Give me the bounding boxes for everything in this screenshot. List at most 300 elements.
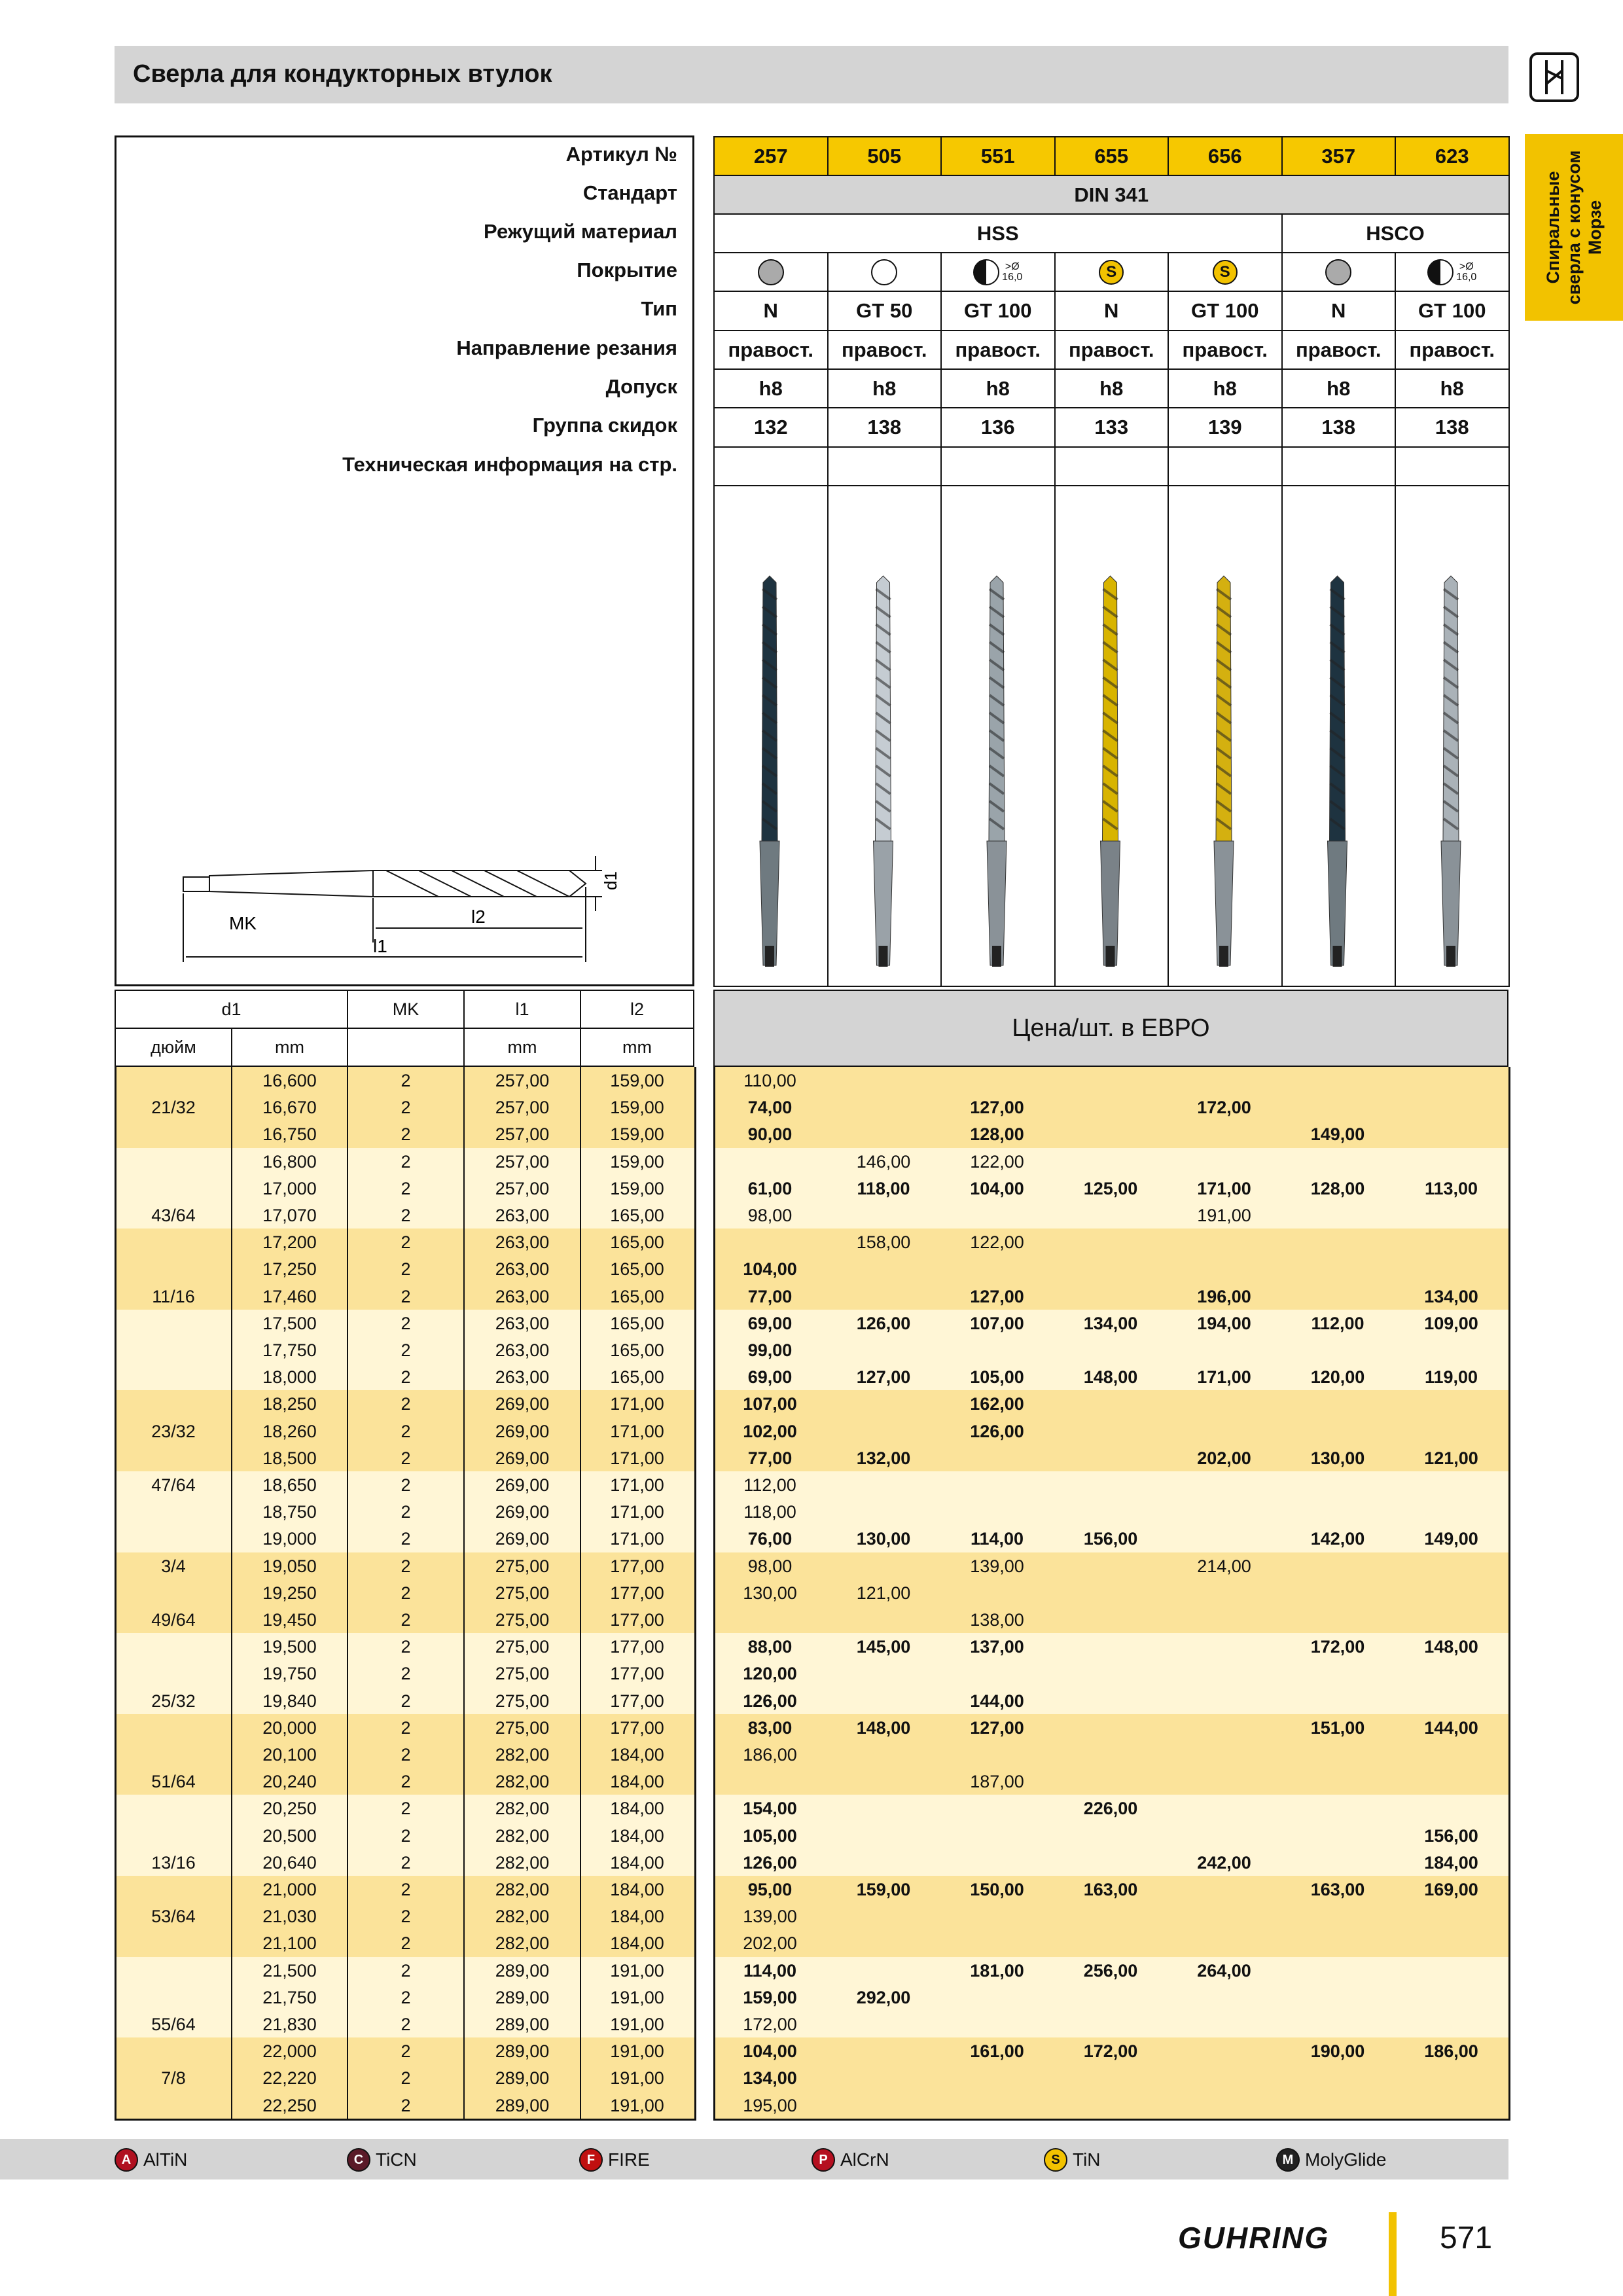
table-cell: 2 <box>401 1394 411 1414</box>
table-cell: 2 <box>401 1745 411 1765</box>
table-cell: 18,750 <box>262 1502 317 1522</box>
table-cell: 16,750 <box>262 1124 317 1145</box>
col-mk: MK <box>347 990 465 1029</box>
col-d1: d1 <box>115 990 348 1029</box>
table-cell: 275,00 <box>495 1717 550 1738</box>
table-cell: 2 <box>401 1799 411 1819</box>
price-row <box>713 1768 1508 1795</box>
price-cell: 214,00 <box>1197 1556 1251 1576</box>
table-cell: 289,00 <box>495 1960 550 1981</box>
table-cell: 17,250 <box>262 1259 317 1280</box>
table-cell: 2 <box>401 1178 411 1198</box>
price-row <box>713 1418 1508 1444</box>
price-cell: 158,00 <box>856 1232 911 1253</box>
table-cell: 159,00 <box>610 1178 664 1198</box>
table-cell: 191,00 <box>610 1960 664 1981</box>
table-cell: 2 <box>401 1421 411 1441</box>
table-cell: 177,00 <box>610 1610 664 1630</box>
price-cell: 90,00 <box>747 1124 793 1145</box>
table-cell: 269,00 <box>495 1529 550 1549</box>
price-cell: 190,00 <box>1310 2041 1365 2062</box>
type-cell: N <box>1281 291 1397 331</box>
table-cell: 257,00 <box>495 1151 550 1172</box>
table-cell: 269,00 <box>495 1421 550 1441</box>
table-cell: 269,00 <box>495 1394 550 1414</box>
legend-label: TiCN <box>376 2149 417 2170</box>
table-cell: 165,00 <box>610 1206 664 1225</box>
table-cell: 165,00 <box>610 1367 664 1388</box>
type-cell: N <box>1054 291 1169 331</box>
table-cell: 49/64 <box>151 1610 196 1630</box>
table-cell: 269,00 <box>495 1502 550 1522</box>
coating-tin-icon: S <box>1099 260 1124 285</box>
table-cell: 21/32 <box>151 1098 196 1118</box>
table-cell: 11/16 <box>152 1286 195 1306</box>
price-cell: 126,00 <box>970 1421 1024 1441</box>
table-cell: 165,00 <box>610 1313 664 1333</box>
legend-ticn-icon: C <box>347 2148 370 2172</box>
table-cell: 191,00 <box>610 1987 664 2007</box>
table-cell: 184,00 <box>610 1933 664 1954</box>
discount-cell: 139 <box>1168 407 1283 448</box>
price-cell: 151,00 <box>1310 1717 1365 1738</box>
column-rule <box>580 1067 581 2119</box>
table-cell: 16,600 <box>262 1071 317 1090</box>
coating-cell <box>940 252 1056 292</box>
type-cell: GT 50 <box>827 291 942 331</box>
price-cell: 144,00 <box>970 1691 1024 1711</box>
price-cell: 110,00 <box>743 1071 796 1090</box>
legend-tin-icon: S <box>1044 2148 1067 2172</box>
price-cell: 128,00 <box>1310 1178 1365 1198</box>
price-cell: 172,00 <box>743 2015 797 2034</box>
discount-cell: 138 <box>1395 407 1510 448</box>
price-cell: 196,00 <box>1197 1286 1251 1306</box>
table-cell: 257,00 <box>495 1124 550 1145</box>
price-cell: 74,00 <box>747 1098 793 1118</box>
table-cell: 171,00 <box>610 1448 664 1468</box>
drill-image-6 <box>1328 576 1347 967</box>
price-row <box>713 2092 1508 2119</box>
legend-item <box>115 2148 187 2172</box>
price-cell: 195,00 <box>743 2095 797 2115</box>
table-cell: 263,00 <box>495 1206 550 1225</box>
table-cell: 25/32 <box>151 1691 196 1711</box>
price-cell: 83,00 <box>747 1717 793 1738</box>
price-cell: 148,00 <box>1083 1367 1138 1388</box>
column-rule <box>115 1067 116 2119</box>
discount-cell: 138 <box>1281 407 1397 448</box>
discount-cell: 132 <box>713 407 829 448</box>
coating-cell <box>827 252 942 292</box>
price-cell: 202,00 <box>1197 1448 1251 1468</box>
price-cell: 121,00 <box>856 1583 911 1603</box>
price-cell: 130,00 <box>856 1529 911 1549</box>
price-cell: 172,00 <box>1083 2041 1138 2062</box>
table-cell: 22,250 <box>262 2095 317 2115</box>
article-cell: 505 <box>827 136 942 176</box>
price-row <box>713 1471 1508 1498</box>
price-cell: 134,00 <box>743 2068 797 2089</box>
column-rule <box>694 1067 696 2119</box>
table-cell: 13/16 <box>151 1852 196 1873</box>
price-cell: 126,00 <box>743 1852 797 1873</box>
price-row <box>713 1498 1508 1525</box>
tolerance-cell: h8 <box>827 368 942 408</box>
column-rule <box>231 1067 232 2119</box>
label-discount: Группа скидок <box>532 414 677 437</box>
price-row <box>713 1741 1508 1768</box>
table-cell: 2 <box>401 1502 411 1522</box>
price-row <box>713 1202 1508 1229</box>
section-tab-line1: Спиральные <box>1543 171 1563 284</box>
legend-item <box>579 2148 650 2172</box>
standard-cell: DIN 341 <box>713 175 1510 215</box>
price-cell: 161,00 <box>970 2041 1024 2062</box>
table-cell: 2 <box>401 1071 411 1090</box>
type-cell: N <box>713 291 829 331</box>
table-cell: 20,250 <box>262 1799 317 1819</box>
table-cell: 2 <box>401 1151 411 1172</box>
table-cell: 289,00 <box>495 2095 550 2115</box>
col-mm: mm <box>231 1028 348 1067</box>
table-cell: 2 <box>401 1664 411 1684</box>
price-cell: 126,00 <box>856 1313 911 1333</box>
table-bottom-rule <box>115 2119 696 2121</box>
table-cell: 18,500 <box>262 1448 317 1468</box>
price-row <box>713 1822 1508 1849</box>
price-row <box>713 2064 1508 2091</box>
table-cell: 19,750 <box>262 1664 317 1684</box>
table-cell: 282,00 <box>495 1880 550 1899</box>
direction-cell: правост. <box>1168 330 1283 370</box>
drill-image-7 <box>1441 576 1461 967</box>
table-cell: 165,00 <box>610 1232 664 1253</box>
tolerance-cell: h8 <box>1395 368 1510 408</box>
table-cell: 2 <box>401 1852 411 1873</box>
label-type: Тип <box>641 297 677 320</box>
legend-label: AlTiN <box>143 2149 188 2170</box>
price-cell: 114,00 <box>970 1529 1024 1549</box>
table-cell: 19,450 <box>262 1610 317 1630</box>
techinfo-cell <box>1168 446 1283 486</box>
page-title: Сверла для кондукторных втулок <box>133 60 552 88</box>
price-cell: 99,00 <box>747 1340 793 1360</box>
table-cell: 171,00 <box>610 1421 664 1441</box>
tolerance-cell: h8 <box>1054 368 1169 408</box>
price-row <box>713 1255 1508 1282</box>
price-cell: 159,00 <box>743 1987 797 2007</box>
discount-cell: 138 <box>827 407 942 448</box>
table-cell: 257,00 <box>495 1071 550 1090</box>
table-cell: 263,00 <box>495 1259 550 1280</box>
table-cell: 177,00 <box>610 1583 664 1603</box>
table-cell: 184,00 <box>610 1880 664 1899</box>
table-cell: 177,00 <box>610 1717 664 1738</box>
coating-cell <box>1168 252 1283 292</box>
price-cell: 114,00 <box>743 1960 797 1981</box>
table-cell: 263,00 <box>495 1313 550 1333</box>
table-cell: 18,650 <box>262 1475 317 1495</box>
price-row <box>713 1067 1508 1094</box>
legend-label: MolyGlide <box>1305 2149 1387 2170</box>
table-cell: 17,500 <box>262 1313 317 1333</box>
coating-note: >Ø 16,0 <box>1456 260 1477 283</box>
table-cell: 2 <box>401 1206 411 1225</box>
type-cell: GT 100 <box>1395 291 1510 331</box>
price-cell: 112,00 <box>743 1475 796 1495</box>
direction-cell: правост. <box>827 330 942 370</box>
price-row <box>713 1606 1508 1633</box>
price-cell: 127,00 <box>856 1367 911 1388</box>
coating-split-icon <box>973 259 999 285</box>
price-cell: 162,00 <box>970 1394 1024 1414</box>
label-direction: Направление резания <box>456 336 677 359</box>
price-cell: 128,00 <box>970 1124 1024 1145</box>
price-cell: 77,00 <box>747 1286 793 1306</box>
table-cell: 289,00 <box>495 2015 550 2034</box>
footer-divider <box>1389 2212 1397 2296</box>
price-cell: 121,00 <box>1424 1448 1478 1468</box>
price-cell: 172,00 <box>1310 1637 1365 1657</box>
type-cell: GT 100 <box>940 291 1056 331</box>
table-cell: 184,00 <box>610 1907 664 1927</box>
table-cell: 269,00 <box>495 1448 550 1468</box>
price-cell: 130,00 <box>1310 1448 1365 1468</box>
table-cell: 2 <box>401 1880 411 1899</box>
drill-dimension-diagram <box>177 844 635 969</box>
table-cell: 257,00 <box>495 1178 550 1198</box>
table-cell: 21,830 <box>262 2015 317 2034</box>
direction-cell: правост. <box>713 330 829 370</box>
table-cell: 20,000 <box>262 1717 317 1738</box>
table-cell: 2 <box>401 1610 411 1630</box>
techinfo-cell <box>1281 446 1397 486</box>
table-cell: 17,000 <box>262 1178 317 1198</box>
table-cell: 282,00 <box>495 1933 550 1954</box>
price-cell: 126,00 <box>743 1691 797 1711</box>
article-cell: 656 <box>1168 136 1283 176</box>
table-cell: 263,00 <box>495 1286 550 1306</box>
coating-legend <box>0 2139 1508 2179</box>
table-cell: 177,00 <box>610 1637 664 1657</box>
table-cell: 2 <box>401 1772 411 1792</box>
table-cell: 289,00 <box>495 2041 550 2062</box>
coating-cell <box>1395 252 1510 292</box>
table-cell: 2 <box>401 1556 411 1576</box>
table-cell: 19,500 <box>262 1637 317 1657</box>
price-cell: 76,00 <box>747 1529 793 1549</box>
price-cell: 112,00 <box>1311 1313 1364 1333</box>
tolerance-cell: h8 <box>940 368 1056 408</box>
table-cell: 165,00 <box>610 1259 664 1280</box>
table-cell: 16,800 <box>262 1151 317 1172</box>
legend-item <box>1276 2148 1386 2172</box>
price-row <box>713 1283 1508 1310</box>
price-row <box>713 1903 1508 1929</box>
table-cell: 184,00 <box>610 1825 664 1846</box>
direction-cell: правост. <box>1054 330 1169 370</box>
col-mk-unit <box>347 1028 465 1067</box>
table-cell: 2 <box>401 1232 411 1253</box>
price-cell: 107,00 <box>970 1313 1024 1333</box>
price-cell: 163,00 <box>1083 1880 1138 1899</box>
price-cell: 134,00 <box>1083 1313 1138 1333</box>
coating-split-icon <box>1427 259 1454 285</box>
table-cell: 47/64 <box>151 1475 196 1495</box>
table-cell: 2 <box>401 2041 411 2062</box>
table-cell: 22,000 <box>262 2041 317 2062</box>
price-cell: 145,00 <box>856 1637 911 1657</box>
table-cell: 177,00 <box>610 1556 664 1576</box>
coating-tin-icon: S <box>1213 260 1238 285</box>
label-tolerance: Допуск <box>605 375 677 398</box>
coating-none-icon <box>871 259 897 285</box>
table-cell: 191,00 <box>610 2095 664 2115</box>
table-cell: 177,00 <box>610 1664 664 1684</box>
table-cell: 2 <box>401 2095 411 2115</box>
legend-label: AlCrN <box>840 2149 889 2170</box>
price-cell: 149,00 <box>1424 1529 1478 1549</box>
table-cell: 289,00 <box>495 2068 550 2089</box>
table-cell: 18,000 <box>262 1367 317 1388</box>
techinfo-cell <box>1395 446 1510 486</box>
legend-item <box>1044 2148 1101 2172</box>
price-cell: 134,00 <box>1424 1286 1478 1306</box>
table-cell: 21,500 <box>262 1960 317 1981</box>
table-cell: 2 <box>401 1529 411 1549</box>
price-cell: 122,00 <box>970 1232 1024 1253</box>
price-cell: 148,00 <box>856 1717 911 1738</box>
table-cell: 20,640 <box>262 1852 317 1873</box>
price-cell: 102,00 <box>743 1421 797 1441</box>
price-cell: 187,00 <box>970 1772 1024 1792</box>
legend-item <box>347 2148 417 2172</box>
table-cell: 191,00 <box>610 2015 664 2034</box>
price-cell: 98,00 <box>747 1556 793 1576</box>
price-cell: 184,00 <box>1424 1852 1478 1873</box>
table-cell: 2 <box>401 2068 411 2089</box>
price-cell: 202,00 <box>743 1933 797 1954</box>
legend-molyglide-icon: M <box>1276 2148 1300 2172</box>
direction-cell: правост. <box>1281 330 1397 370</box>
price-row <box>713 1336 1508 1363</box>
drill-image-5 <box>1214 576 1234 967</box>
drill-images <box>713 484 1508 975</box>
drill-symbol-icon <box>1528 51 1580 103</box>
table-cell: 171,00 <box>610 1502 664 1522</box>
price-cell: 156,00 <box>1083 1529 1138 1549</box>
article-cell: 357 <box>1281 136 1397 176</box>
price-row <box>713 1094 1508 1121</box>
coating-note: >Ø 16,0 <box>1002 260 1023 283</box>
table-cell: 257,00 <box>495 1098 550 1118</box>
price-cell: 242,00 <box>1197 1852 1251 1873</box>
table-cell: 16,670 <box>262 1098 317 1118</box>
price-cell: 77,00 <box>747 1448 793 1468</box>
price-cell: 144,00 <box>1424 1717 1478 1738</box>
price-cell: 61,00 <box>747 1178 793 1198</box>
table-cell: 18,260 <box>262 1421 317 1441</box>
direction-cell: правост. <box>940 330 1056 370</box>
table-cell: 3/4 <box>161 1556 186 1576</box>
col-l2: l2 <box>580 990 694 1029</box>
price-bottom-rule <box>713 2119 1510 2121</box>
table-cell: 282,00 <box>495 1825 550 1846</box>
discount-cell: 133 <box>1054 407 1169 448</box>
price-cell: 148,00 <box>1424 1637 1478 1657</box>
table-cell: 2 <box>401 1691 411 1711</box>
price-cell: 139,00 <box>970 1556 1024 1576</box>
price-cell: 139,00 <box>743 1907 797 1927</box>
table-cell: 184,00 <box>610 1852 664 1873</box>
price-cell: 256,00 <box>1083 1960 1138 1981</box>
table-cell: 21,030 <box>262 1907 317 1927</box>
price-cell: 171,00 <box>1197 1178 1251 1198</box>
price-cell: 98,00 <box>747 1206 793 1225</box>
article-cell: 623 <box>1395 136 1510 176</box>
table-cell: 2 <box>401 1259 411 1280</box>
price-row <box>713 1929 1508 1956</box>
table-cell: 171,00 <box>610 1475 664 1495</box>
table-cell: 159,00 <box>610 1151 664 1172</box>
table-cell: 21,750 <box>262 1987 317 2007</box>
table-cell: 184,00 <box>610 1799 664 1819</box>
table-cell: 263,00 <box>495 1232 550 1253</box>
col-l2-unit: mm <box>580 1028 694 1067</box>
table-cell: 269,00 <box>495 1475 550 1495</box>
legend-fire-icon: F <box>579 2148 603 2172</box>
price-cell: 122,00 <box>970 1151 1024 1172</box>
table-cell: 2 <box>401 1286 411 1306</box>
price-cell: 127,00 <box>970 1286 1024 1306</box>
table-cell: 2 <box>401 1825 411 1846</box>
tolerance-cell: h8 <box>1281 368 1397 408</box>
table-cell: 2 <box>401 1367 411 1388</box>
table-cell: 171,00 <box>610 1529 664 1549</box>
table-cell: 171,00 <box>610 1394 664 1414</box>
type-cell: GT 100 <box>1168 291 1283 331</box>
table-cell: 2 <box>401 1987 411 2007</box>
table-cell: 282,00 <box>495 1852 550 1873</box>
table-cell: 2 <box>401 1448 411 1468</box>
table-cell: 275,00 <box>495 1691 550 1711</box>
legend-altin-icon: A <box>115 2148 138 2172</box>
label-material: Режущий материал <box>484 220 677 243</box>
price-cell: 113,00 <box>1424 1178 1478 1198</box>
section-tab-line3: Морзе <box>1585 200 1605 255</box>
price-cell: 169,00 <box>1424 1880 1478 1899</box>
discount-cell: 136 <box>940 407 1056 448</box>
table-cell: 2 <box>401 1717 411 1738</box>
table-cell: 18,250 <box>262 1394 317 1414</box>
price-cell: 104,00 <box>743 1259 797 1280</box>
price-cell: 163,00 <box>1310 1880 1365 1899</box>
label-techinfo: Техническая информация на стр. <box>342 453 677 476</box>
table-cell: 159,00 <box>610 1098 664 1118</box>
table-cell: 177,00 <box>610 1691 664 1711</box>
price-cell: 181,00 <box>970 1960 1024 1981</box>
table-cell: 275,00 <box>495 1610 550 1630</box>
brand-logo: GUHRING <box>1178 2221 1330 2255</box>
price-header: Цена/шт. в ЕВРО <box>713 990 1508 1067</box>
legend-item <box>812 2148 889 2172</box>
price-cell: 159,00 <box>856 1880 911 1899</box>
table-cell: 19,250 <box>262 1583 317 1603</box>
table-cell: 2 <box>401 1933 411 1954</box>
price-cell: 104,00 <box>970 1178 1024 1198</box>
price-cell: 186,00 <box>743 1745 797 1765</box>
